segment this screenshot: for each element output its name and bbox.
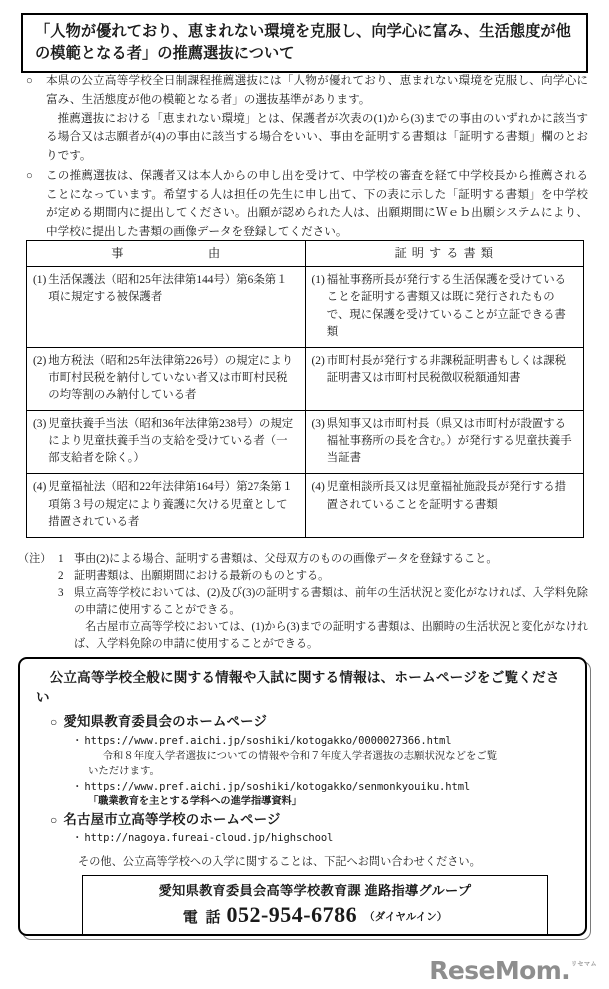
reason-item-number: (2) (33, 354, 47, 367)
note-item-1 (18, 551, 593, 568)
reason-item-text: 児童扶養手当法（昭和36年法律第238号）の規定により児童扶養手当の支給を受けている者（一部支給者を除く。） (48, 418, 294, 465)
bullet-circle-icon: ○ (50, 812, 58, 827)
intro-paragraph-1-line-2: 推薦選抜における「恵まれない環境」とは、保護者が次表の(1)から(3)までの事由のいずれかに該当する場合又は志願者が(4)の事由に該当する場合をいい、事由を証明する書類は「証明する書類」欄のとおりです。 (46, 111, 588, 163)
homepage-url-row[interactable] (72, 830, 571, 846)
homepage-info-box-wrapper (18, 657, 591, 940)
table-row (27, 474, 584, 537)
bullet-dot-icon: ・ (72, 832, 83, 845)
column-header-reason-label: 事 由 (111, 246, 233, 260)
document-item-number: (4) (311, 481, 325, 494)
homepage-url-row[interactable] (72, 779, 571, 795)
note-number: 1 (58, 553, 64, 565)
homepage-section-title (50, 810, 571, 830)
telephone-label: 電 話 (182, 909, 223, 926)
reason-document-table (26, 240, 584, 538)
contact-lead-text: その他、公立高等学校への入学に関することは、下記へお問い合わせください。 (78, 856, 481, 869)
table-cell-reason (27, 411, 306, 474)
homepage-section-title-label: 愛知県教育委員会のホームページ (63, 714, 268, 730)
document-item-number: (1) (311, 274, 325, 287)
document-item-text: 市町村長が発行する非課税証明書もしくは課税証明書又は市町村民税徴収税額通知書 (326, 354, 567, 384)
bullet-dot-icon: ・ (72, 734, 83, 747)
telephone-number: 052-954-6786 (226, 901, 358, 927)
reason-item-number: (4) (33, 481, 47, 494)
table-header-row (27, 241, 584, 267)
document-item-text: 県知事又は市町村長（県又は市町村が設置する福祉事務所の長を含む。）が発行する児童扶養手当証書 (326, 418, 572, 465)
homepage-url-link[interactable]: http://nagoya.fureai-cloud.jp/highschool (84, 832, 334, 845)
homepage-section-nagoya (50, 810, 571, 846)
table-row (27, 411, 584, 474)
document-item-text: 児童相談所長又は児童福祉施設長が発行する措置されていることを証明する書類 (326, 481, 567, 511)
document-title-box (21, 13, 588, 73)
note-text: 事由(2)による場合、証明する書類は、父母双方のものの画像データを登録すること。 (74, 553, 498, 565)
intro-paragraph-2 (26, 167, 588, 242)
contact-box (82, 875, 548, 936)
homepage-url-row[interactable] (72, 733, 571, 749)
column-header-reason (27, 241, 306, 267)
table-cell-document (305, 474, 584, 537)
contact-organization: 愛知県教育委員会高等学校教育課 進路指導グループ (158, 883, 472, 899)
notes-label: （注） (18, 553, 52, 565)
bullet-circle-icon: ○ (26, 75, 33, 87)
table-cell-document (305, 411, 584, 474)
table-cell-reason (27, 347, 306, 410)
table-cell-document (305, 267, 584, 347)
document-item-number: (2) (311, 354, 325, 367)
document-item-number: (3) (311, 418, 325, 431)
telephone-suffix: （ダイヤルイン） (364, 911, 448, 923)
note-item-3 (18, 585, 593, 653)
reason-item-text: 地方税法（昭和25年法律第226号）の規定により市町村民税を納付していない者又は市町村民税の均等割のみ納付している者 (48, 354, 294, 401)
watermark-tiny-text: リセマム (571, 961, 597, 968)
document-item-text: 福祉事務所長が発行する生活保護を受けていることを証明する書類又は既に発行されたもので、現に保護を受けていることが立証できる書類 (326, 274, 567, 338)
homepage-info-box (18, 657, 587, 936)
note-text-secondary: 名古屋市立高等学校においては、(1)から(3)までの証明する書類は、出願時の生活状況と変化がなければ、入学料免除の申請に使用することができる。 (74, 621, 589, 651)
homepage-url-description-line-2: いただけます。 (88, 765, 160, 777)
homepage-section-aichi (50, 712, 571, 810)
info-box-heading: 公立高等学校全般に関する情報や入試に関する情報は、ホームページをご覧ください (36, 670, 560, 705)
bullet-dot-icon: ・ (72, 780, 83, 793)
contact-telephone (91, 902, 539, 928)
reason-item-number: (3) (33, 418, 47, 431)
resemom-watermark-logo (429, 958, 597, 983)
homepage-url-link[interactable]: https://www.pref.aichi.jp/soshiki/kotogakko/0000027366.html (84, 734, 452, 747)
note-item-2 (18, 568, 593, 585)
homepage-url-link[interactable]: https://www.pref.aichi.jp/soshiki/kotogakko/senmonkyouiku.html (84, 780, 471, 793)
table-cell-reason (27, 474, 306, 537)
intro-paragraph-2-text: この推薦選抜は、保護者又は本人からの申し出を受けて、中学校の審査を経て中学校長から推薦されることになっています。希望する人は担任の先生に申し出て、下の表に示した「証明する書類」を中学校が定める期間内に提出してください。出願が認められた人は、出願期間にＷｅｂ出願システムにより、中学校に提出した書類の画像データを登録してください。 (46, 168, 588, 239)
column-header-document: 証 明 す る 書 類 (305, 241, 584, 267)
homepage-section-title-label: 名古屋市立高等学校のホームページ (63, 811, 281, 827)
table-cell-reason (27, 267, 306, 347)
note-number: 2 (58, 570, 64, 583)
note-text: 県立高等学校においては、(2)及び(3)の証明する書類は、前年の生活状況と変化がなければ、入学料免除の申請に使用することができる。 (74, 587, 589, 617)
intro-section (26, 72, 588, 243)
table-cell-document (305, 347, 584, 410)
note-number: 3 (58, 587, 64, 600)
notes-section (18, 551, 593, 653)
page-title: 「人物が優れており、恵まれない環境を克服し、向学心に富み、生活態度が他の模範となる者」の推薦選抜について (35, 23, 571, 62)
bullet-circle-icon: ○ (50, 715, 58, 730)
intro-paragraph-1-line-1: 本県の公立高等学校全日制課程推薦選抜には「人物が優れており、恵まれない環境を克服し、向学心に富み、生活態度が他の模範となる者」の選抜基準があります。 (46, 74, 588, 106)
note-text: 証明書類は、出願期間における最新のものとする。 (74, 570, 330, 583)
reason-item-text: 生活保護法（昭和25年法律第144号）第6条第１項に規定する被保護者 (48, 274, 288, 304)
homepage-url-description (88, 749, 571, 779)
watermark-text: ReseMom. (429, 956, 571, 985)
homepage-url-description-line-1: 令和８年度入学者選抜についての情報や令和７年度入学者選抜の志願状況などをご覧 (102, 750, 498, 762)
table-row (27, 267, 584, 347)
intro-paragraph-1 (26, 72, 588, 166)
bullet-circle-icon: ○ (26, 169, 33, 182)
homepage-url-description: 「職業教育を主とする学科への進学指導資料」 (88, 796, 302, 808)
homepage-section-title (50, 712, 571, 732)
reason-item-text: 児童福祉法（昭和22年法律第164号）第27条第１項第３号の規定により養護に欠ける児童として措置されている者 (48, 481, 294, 528)
reason-item-number: (1) (33, 274, 47, 287)
table-row (27, 347, 584, 410)
